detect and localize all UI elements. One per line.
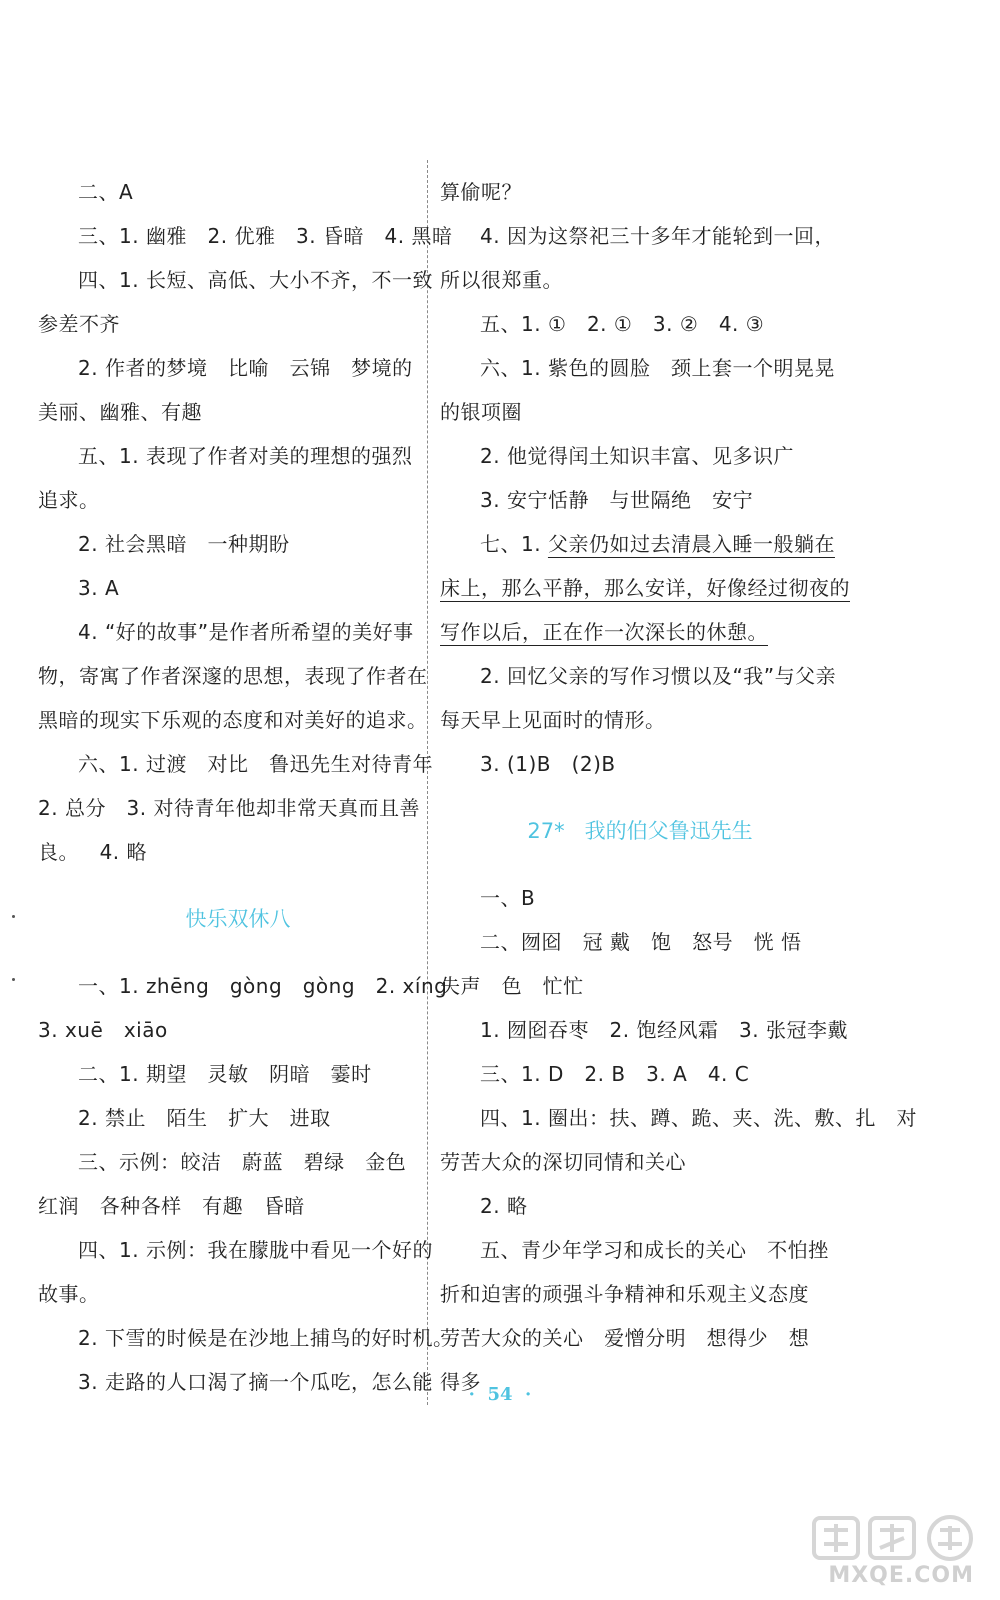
answer-line (38, 522, 438, 566)
answer-line (38, 214, 453, 258)
answer-line (38, 1272, 438, 1316)
answer-line (38, 1228, 438, 1272)
answer-text: 劳苦大众的深切同情和关心 (440, 1150, 686, 1174)
page-number: · 54 · (468, 1384, 532, 1405)
answer-line (38, 654, 438, 698)
answer-text: 三、1. 幽雅 2. 优雅 3. 昏暗 4. 黑暗 (78, 224, 453, 248)
answer-text: 六、1. 紫色的圆脸 颈上套一个明晃晃 (480, 356, 836, 380)
answer-line (38, 258, 438, 302)
answer-text: 三、示例：皎洁 蔚蓝 碧绿 金色 (78, 1150, 407, 1174)
answer-line (440, 654, 840, 698)
answer-line (440, 434, 840, 478)
answer-text: 4. “好的故事”是作者所希望的美好事 (78, 620, 414, 644)
answer-text: 三、1. D 2. B 3. A 4. C (480, 1062, 750, 1086)
answer-line (38, 1052, 438, 1096)
answer-line (38, 170, 438, 214)
answer-text: 2. 下雪的时候是在沙地上捕鸟的好时机。 (78, 1326, 454, 1350)
margin-dot (12, 915, 15, 918)
answer-prefix: 七、1. (480, 532, 548, 556)
answer-text: 一、B (480, 886, 536, 910)
section-heading: 27* 我的伯父鲁迅先生 (527, 819, 753, 843)
answer-line (440, 390, 840, 434)
answer-text: 红润 各种各样 有趣 昏暗 (38, 1194, 305, 1218)
answer-text: 六、1. 过渡 对比 鲁迅先生对待青年 (78, 752, 434, 776)
answer-text: 折和迫害的顽强斗争精神和乐观主义态度 (440, 1282, 809, 1306)
answer-line (38, 1184, 438, 1228)
answer-text: 3. 走路的人口渴了摘一个瓜吃，怎么能 (78, 1370, 433, 1394)
answer-text: 所以很郑重。 (440, 268, 563, 292)
answer-text: 2. 回忆父亲的写作习惯以及“我”与父亲 (480, 664, 837, 688)
answer-line (440, 1096, 918, 1140)
answer-text: 良。 4. 略 (38, 840, 148, 864)
answer-line (38, 1140, 438, 1184)
answer-line (38, 742, 438, 786)
answer-text: 写作以后，正在作一次深长的休憩。 (440, 620, 768, 644)
answer-line (440, 258, 840, 302)
answer-text: 3. A (78, 576, 120, 600)
answer-text: 父亲仍如过去清晨入睡一般躺在 (547, 532, 835, 556)
answer-text: 2. 略 (480, 1194, 528, 1218)
answer-text: 2. 社会黑暗 一种期盼 (78, 532, 290, 556)
answer-line (38, 478, 438, 522)
answer-text: 2. 禁止 陌生 扩大 进取 (78, 1106, 331, 1130)
answer-line (38, 786, 438, 830)
answer-line (38, 698, 438, 742)
answer-text: 3. xuē xiāo (38, 1018, 168, 1042)
answer-line (440, 920, 840, 964)
answer-line (38, 964, 448, 1008)
answer-text: 4. 因为这祭祀三十多年才能轮到一回， (480, 224, 835, 248)
answer-line (38, 390, 438, 434)
margin-dot (12, 978, 15, 981)
answer-line (38, 830, 438, 874)
section-heading: 快乐双休八 (185, 907, 291, 931)
answer-text: 2. 他觉得闰土知识丰富、见多识广 (480, 444, 794, 468)
answer-line (440, 964, 840, 1008)
answer-text: 二、囫囵 冠 戴 饱 怒号 恍 悟 (480, 930, 802, 954)
left-column (38, 170, 454, 1404)
answer-text: 得多 (440, 1370, 481, 1394)
answer-text: 2. 总分 3. 对待青年他却非常天真而且善 (38, 796, 420, 820)
answer-line (440, 1140, 840, 1184)
answer-text: 二、A (78, 180, 134, 204)
answer-text: 2. 作者的梦境 比喻 云锦 梦境的 (78, 356, 413, 380)
answer-line (38, 1096, 438, 1140)
underlined-answer-line (440, 522, 840, 566)
answer-line (440, 1272, 840, 1316)
answer-text: 追求。 (38, 488, 100, 512)
answer-line (440, 698, 840, 742)
answer-line (38, 434, 438, 478)
answer-text: 五、1. ① 2. ① 3. ② 4. ③ (480, 312, 765, 336)
answer-line (440, 1228, 840, 1272)
answer-text: 黑暗的现实下乐观的态度和对美好的追求。 (38, 708, 428, 732)
answer-text: 物，寄寓了作者深邃的思想，表现了作者在 (38, 664, 428, 688)
answer-line (38, 566, 438, 610)
answer-line (440, 214, 840, 258)
answer-text: 1. 囫囵吞枣 2. 饱经风霜 3. 张冠李戴 (480, 1018, 848, 1042)
answer-line (38, 346, 438, 390)
answer-line (440, 1052, 840, 1096)
answer-line (38, 302, 438, 346)
answer-text: 床上，那么平静，那么安详，好像经过彻夜的 (440, 576, 850, 600)
answer-text: 一、1. zhēng gòng gòng 2. xíng (78, 974, 448, 998)
answer-line (440, 346, 840, 390)
watermark (810, 1514, 978, 1588)
answer-line (38, 610, 438, 654)
answer-line (440, 170, 840, 214)
answer-line (440, 478, 840, 522)
answer-text: 每天早上见面时的情形。 (440, 708, 666, 732)
answer-line (38, 1316, 454, 1360)
answer-line (440, 1184, 840, 1228)
answer-text: 四、1. 圈出：扶、蹲、跪、夹、洗、敷、扎 对 (480, 1106, 918, 1130)
answer-line (440, 876, 840, 920)
underlined-answer-line (440, 610, 840, 654)
answer-text: 美丽、幽雅、有趣 (38, 400, 202, 424)
answer-text: 失声 色 忙忙 (440, 974, 584, 998)
answer-text: 五、1. 表现了作者对美的理想的强烈 (78, 444, 413, 468)
answer-text: 故事。 (38, 1282, 100, 1306)
watermark-logo (810, 1514, 978, 1562)
answer-text: 3. 安宁恬静 与世隔绝 安宁 (480, 488, 754, 512)
answer-text: 劳苦大众的关心 爱憎分明 想得少 想 (440, 1326, 810, 1350)
watermark-url: MXQE.COM (828, 1563, 974, 1588)
answer-line (440, 742, 840, 786)
right-column (440, 170, 918, 1404)
answer-text: 四、1. 示例：我在朦胧中看见一个好的 (78, 1238, 433, 1262)
answer-line (440, 302, 840, 346)
answer-text: 五、青少年学习和成长的关心 不怕挫 (480, 1238, 829, 1262)
answer-text: 3. (1)B (2)B (480, 752, 616, 776)
answer-text: 二、1. 期望 灵敏 阴暗 霎时 (78, 1062, 372, 1086)
answer-line (38, 1008, 438, 1052)
answer-line (440, 1008, 848, 1052)
answer-text: 算偷呢？ (440, 180, 522, 204)
underlined-answer-line (440, 566, 850, 610)
answer-text: 四、1. 长短、高低、大小不齐，不一致 (78, 268, 433, 292)
answer-text: 参差不齐 (38, 312, 120, 336)
answer-text: 的银项圈 (440, 400, 522, 424)
answer-line (440, 1316, 840, 1360)
